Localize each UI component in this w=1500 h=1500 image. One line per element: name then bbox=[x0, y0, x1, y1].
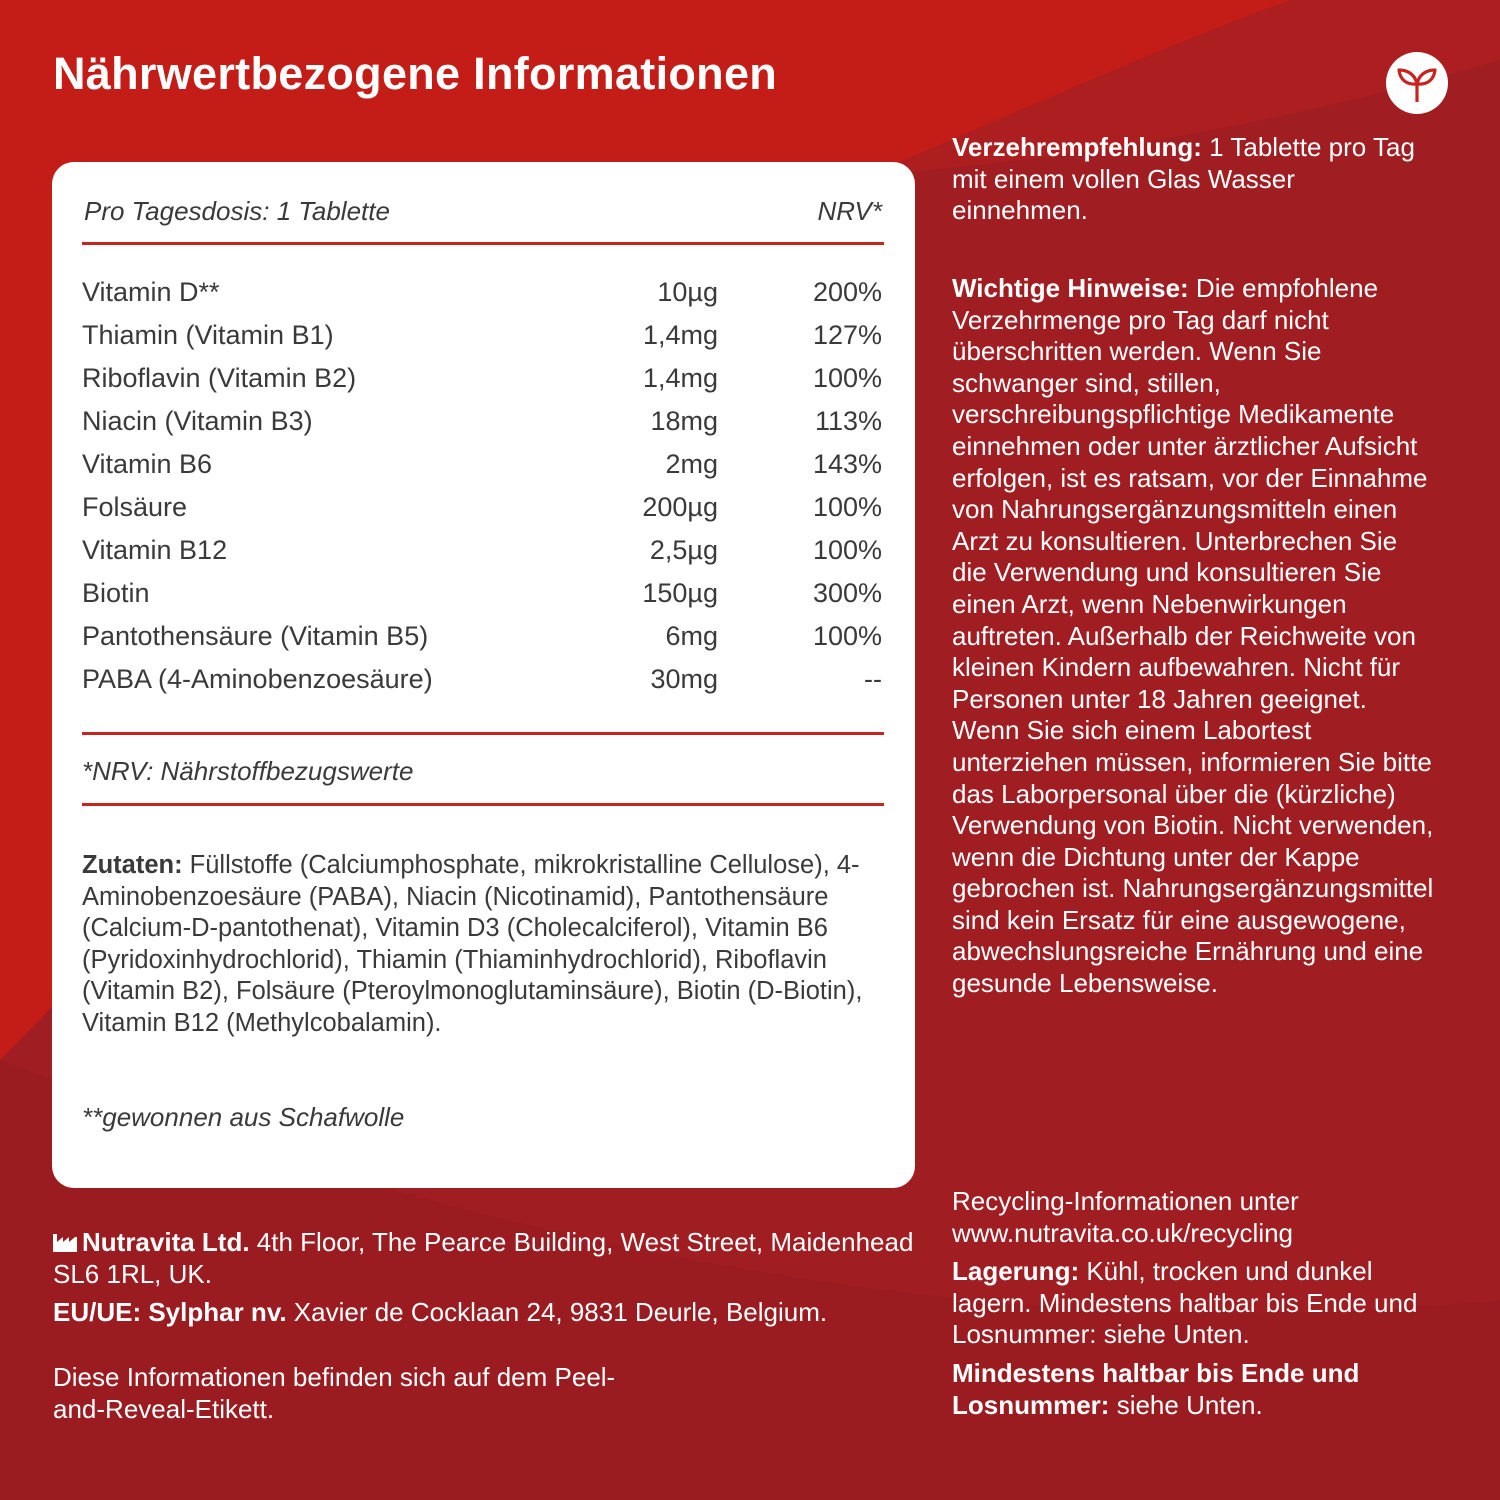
table-row bbox=[82, 535, 884, 578]
company-name: Nutravita Ltd. bbox=[82, 1227, 250, 1257]
nutrient-amount: 1,4mg bbox=[642, 320, 718, 350]
nutrient-amount: 30mg bbox=[650, 664, 718, 694]
nutrient-nrv: 127% bbox=[812, 320, 882, 350]
nutrient-amount: 6mg bbox=[665, 621, 718, 651]
nutrient-amount: 2,5µg bbox=[649, 535, 718, 565]
eu-address-text: Xavier de Cocklaan 24, 9831 Deurle, Belgium. bbox=[286, 1297, 828, 1327]
nrv-footnote: *NRV: Nährstoffbezugswerte bbox=[82, 756, 414, 786]
table-row bbox=[82, 320, 884, 363]
table-row bbox=[82, 277, 884, 320]
nutrient-amount: 150µg bbox=[642, 578, 718, 608]
table-row bbox=[82, 621, 884, 664]
divider bbox=[82, 732, 884, 735]
table-row bbox=[82, 363, 884, 406]
nutrient-name: Pantothensäure (Vitamin B5) bbox=[82, 621, 429, 651]
peel-note: Diese Informationen befinden sich auf dem Peel-and-Reveal-Etikett. bbox=[53, 1362, 616, 1424]
best-before-info bbox=[952, 1358, 1422, 1421]
ingredients-label: Zutaten: bbox=[82, 851, 183, 879]
divider bbox=[82, 803, 884, 806]
manufacturer-address bbox=[53, 1226, 923, 1290]
nutrient-name: Biotin bbox=[82, 578, 150, 608]
nutrient-name: Riboflavin (Vitamin B2) bbox=[82, 363, 357, 393]
dose-header: Pro Tagesdosis: 1 Tablette bbox=[84, 196, 390, 226]
dose-label: Verzehrempfehlung: bbox=[952, 132, 1202, 162]
nutrient-nrv: 300% bbox=[812, 578, 882, 608]
nutrient-nrv: 100% bbox=[812, 535, 882, 565]
divider bbox=[82, 242, 884, 245]
nutrient-name: Vitamin B6 bbox=[82, 449, 213, 479]
storage-text: Kühl, trocken und dunkel lagern. Mindestens haltbar bis Ende und Losnummer: siehe Unten. bbox=[952, 1256, 1418, 1350]
nutrition-card bbox=[52, 162, 915, 1188]
table-header bbox=[82, 196, 884, 232]
page-title: Nährwertbezogene Informationen bbox=[53, 48, 778, 99]
storage-label: Lagerung: bbox=[952, 1256, 1080, 1286]
nrv-header: NRV* bbox=[817, 196, 882, 226]
nutrient-nrv: 113% bbox=[814, 406, 882, 436]
nutrient-table bbox=[82, 277, 884, 707]
best-before-text: siehe Unten. bbox=[1109, 1389, 1263, 1420]
storage-info bbox=[952, 1256, 1432, 1351]
nutrient-nrv: 200% bbox=[812, 277, 882, 307]
table-row bbox=[82, 492, 884, 535]
eu-label: EU/UE: Sylphar nv. bbox=[53, 1297, 287, 1327]
nutrient-nrv: -- bbox=[864, 664, 882, 694]
notes-text: Die empfohlene Verzehrmenge pro Tag darf nicht überschritten werden. Wenn Sie schwanger sind, stillen, verschreibungspflichtige Medikamente einnehmen oder unter ärztlicher Aufsicht erfolgen, ist es ratsam, vor der Einnahme von Nahrungsergänzungsmitteln einen Arzt zu konsultieren. Unterbrechen Sie die Verwendung und konsultieren Sie einen Arzt, wenn Nebenwirkungen auftreten. Außerhalb der Reichweite von kleinen Kindern aufbewahren. Nicht für Personen unter 18 Jahren geeignet. Wenn Sie sich einem Labortest unterziehen müssen, informieren Sie bitte das Laborpersonal über die (kürzliche) Verwendung von Biotin. Nicht verwenden, wenn die Dichtung unter der Kappe gebrochen ist. Nahrungsergänzungsmittel sind kein Ersatz für eine ausgewogene, abwechslungsreiche Ernährung und eine gesunde Lebensweise. bbox=[952, 273, 1434, 999]
nutrient-name: Vitamin B12 bbox=[82, 535, 228, 565]
nutrient-name: Vitamin D** bbox=[82, 277, 220, 307]
best-before-label: Mindestens haltbar bis Ende und Losnummer: bbox=[952, 1358, 1360, 1420]
nutrient-nrv: 143% bbox=[812, 449, 882, 479]
nutrient-nrv: 100% bbox=[812, 621, 882, 651]
nutrient-amount: 2mg bbox=[665, 449, 718, 479]
ingredients-text bbox=[82, 850, 884, 1040]
ingredients-list: Füllstoffe (Calciumphosphate, mikrokristalline Cellulose), 4-Aminobenzoesäure (PABA), Niacin (Nicotinamid), Pantothensäure (Calcium-D-pantothenat), Vitamin D3 (Cholecalciferol), Vitamin B6 (Pyridoxinhydrochlorid), Thiamin (Thiaminhydrochlorid), Riboflavin (Vitamin B2), Folsäure (Pteroylmonoglutaminsäure), Biotin (D-Biotin), Vitamin B12 (Methylcobalamin). bbox=[82, 851, 863, 1037]
nutrient-amount: 18mg bbox=[650, 406, 718, 436]
nutrient-amount: 10µg bbox=[657, 277, 718, 307]
nutrient-amount: 200µg bbox=[642, 492, 718, 522]
factory-icon bbox=[53, 1232, 77, 1252]
important-notes bbox=[952, 273, 1437, 1000]
table-row bbox=[82, 449, 884, 492]
nutrient-nrv: 100% bbox=[812, 492, 882, 522]
nutrient-amount: 1,4mg bbox=[642, 363, 718, 393]
notes-label: Wichtige Hinweise: bbox=[952, 273, 1189, 303]
plant-leaf-icon bbox=[1386, 52, 1448, 114]
nutrient-name: PABA (4-Aminobenzoesäure) bbox=[82, 664, 433, 694]
table-row bbox=[82, 664, 884, 707]
dose-text: 1 Tablette pro Tag mit einem vollen Glas Wasser einnehmen. bbox=[952, 132, 1415, 226]
nutrient-name: Folsäure bbox=[82, 492, 188, 522]
nutrient-name: Niacin (Vitamin B3) bbox=[82, 406, 313, 436]
table-row bbox=[82, 578, 884, 621]
company-address: 4th Floor, The Pearce Building, West Street, Maidenhead SL6 1RL, UK. bbox=[53, 1227, 914, 1289]
eu-address bbox=[53, 1296, 923, 1328]
table-row bbox=[82, 406, 884, 449]
wool-footnote: **gewonnen aus Schafwolle bbox=[82, 1102, 405, 1132]
nutrient-name: Thiamin (Vitamin B1) bbox=[82, 320, 334, 350]
recycling-info: Recycling-Informationen unter www.nutravita.co.uk/recycling bbox=[952, 1186, 1299, 1248]
nutrient-nrv: 100% bbox=[812, 363, 882, 393]
dose-recommendation bbox=[952, 132, 1422, 227]
